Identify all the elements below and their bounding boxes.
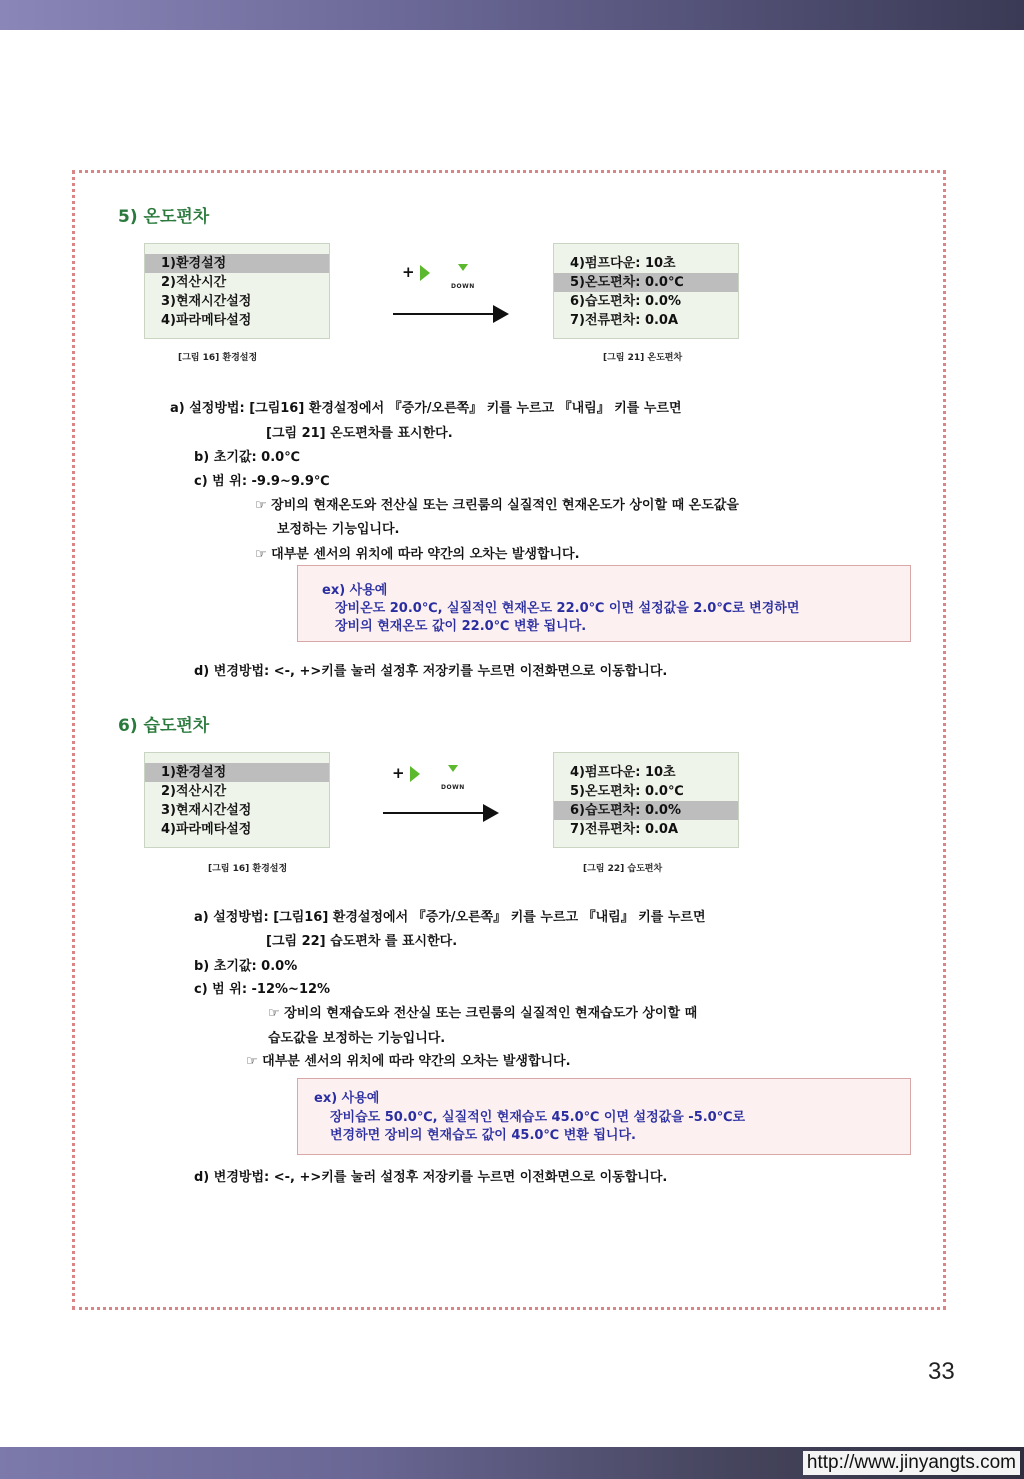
section6-method-a1: a) 설정방법: [그림16] 환경설정에서 『증가/오른쪽』 키를 누르고 『내림』 키를 누르면 [194,910,706,925]
section6-menu-right [553,752,739,848]
menu-item-pump-down: 4)펌프다운: 10초 [570,256,676,271]
down-key-label: DOWN [451,283,475,290]
transition-arrow-head-icon [483,804,499,822]
menu-item-temp-offset: 5)온도편차: 0.0℃ [570,784,684,799]
section5-range: c) 범 위: -9.9~9.9℃ [194,474,330,489]
menu-item-humidity-offset: 6)습도편차: 0.0% [554,801,738,820]
section5-change-method: d) 변경방법: <-, +>키를 눌러 설정후 저장키를 누르면 이전화면으로 이동합니다. [194,664,668,679]
menu-item-parameter: 4)파라메타설정 [161,822,252,837]
section5-default: b) 초기값: 0.0℃ [194,450,300,465]
section5-example-line1: 장비온도 20.0℃, 실질적인 현재온도 22.0℃ 이면 설정값을 2.0℃로 변경하면 [335,601,800,616]
section6-range: c) 범 위: -12%~12% [194,982,331,997]
footer-url-link[interactable]: http://www.jinyangts.com [803,1451,1020,1475]
menu-item-total-time: 2)적산시간 [161,784,227,799]
section6-default: b) 초기값: 0.0% [194,959,298,974]
menu-item-env-settings: 1)환경설정 [145,763,329,782]
menu-item-current-time: 3)현재시간설정 [161,803,252,818]
transition-arrow-head-icon [493,305,509,323]
section5-example-title: ex) 사용예 [322,583,388,598]
section5-note1b: 보정하는 기능입니다. [277,522,400,537]
page-number: 33 [928,1358,955,1385]
section5-title: 5) 온도편차 [118,207,210,227]
section6-change-method: d) 변경방법: <-, +>키를 눌러 설정후 저장키를 누르면 이전화면으로 이동합니다. [194,1170,668,1185]
section6-note1b: 습도값을 보정하는 기능입니다. [268,1031,446,1046]
menu-item-temp-offset: 5)온도편차: 0.0℃ [554,273,738,292]
right-arrow-icon [420,265,430,281]
top-header-bar [0,0,1024,30]
menu-item-humidity-offset: 6)습도편차: 0.0% [570,294,681,309]
down-arrow-icon [448,765,458,772]
section5-method-a2: [그림 21] 온도편차를 표시한다. [266,426,453,441]
menu-item-current-offset: 7)전류편차: 0.0A [570,313,679,328]
transition-arrow-line [393,313,493,315]
menu-item-parameter: 4)파라메타설정 [161,313,252,328]
down-key-label: DOWN [441,784,465,791]
menu-item-env-settings: 1)환경설정 [145,254,329,273]
right-arrow-icon [410,766,420,782]
section5-note2: ☞ 대부분 센서의 위치에 따라 약간의 오차는 발생합니다. [255,547,580,562]
section6-example-line1: 장비습도 50.0℃, 실질적인 현재습도 45.0℃ 이면 설정값을 -5.0℃로 [330,1110,746,1125]
section6-note1a: ☞ 장비의 현재습도와 전산실 또는 크린룸의 실질적인 현재습도가 상이할 때 [268,1006,698,1021]
section5-caption-left: [그림 16] 환경설정 [178,353,258,363]
section5-caption-right: [그림 21] 온도편차 [603,353,683,363]
section6-caption-right: [그림 22] 습도편차 [583,864,663,874]
menu-item-current-offset: 7)전류편차: 0.0A [570,822,679,837]
section5-menu-left [144,243,330,339]
section6-example-line2: 변경하면 장비의 현재습도 값이 45.0℃ 변환 됩니다. [330,1128,636,1143]
plus-key-label: + [402,263,415,281]
menu-item-current-time: 3)현재시간설정 [161,294,252,309]
transition-arrow-line [383,812,483,814]
down-arrow-icon [458,264,468,271]
menu-item-pump-down: 4)펌프다운: 10초 [570,765,676,780]
section5-example-line2: 장비의 현재온도 값이 22.0℃ 변환 됩니다. [335,619,587,634]
section6-note2: ☞ 대부분 센서의 위치에 따라 약간의 오차는 발생합니다. [246,1054,571,1069]
section6-title: 6) 습도편차 [118,716,210,736]
plus-key-label: + [392,764,405,782]
section6-example-title: ex) 사용예 [314,1091,380,1106]
section6-caption-left: [그림 16] 환경설정 [208,864,288,874]
section5-note1a: ☞ 장비의 현재온도와 전산실 또는 크린룸의 실질적인 현재온도가 상이할 때 온도값을 [255,498,739,513]
section6-menu-left [144,752,330,848]
menu-item-total-time: 2)적산시간 [161,275,227,290]
section6-method-a2: [그림 22] 습도편차 를 표시한다. [266,934,458,949]
section5-method-a1: a) 설정방법: [그림16] 환경설정에서 『증가/오른쪽』 키를 누르고 『내림』 키를 누르면 [170,401,682,416]
section5-menu-right [553,243,739,339]
